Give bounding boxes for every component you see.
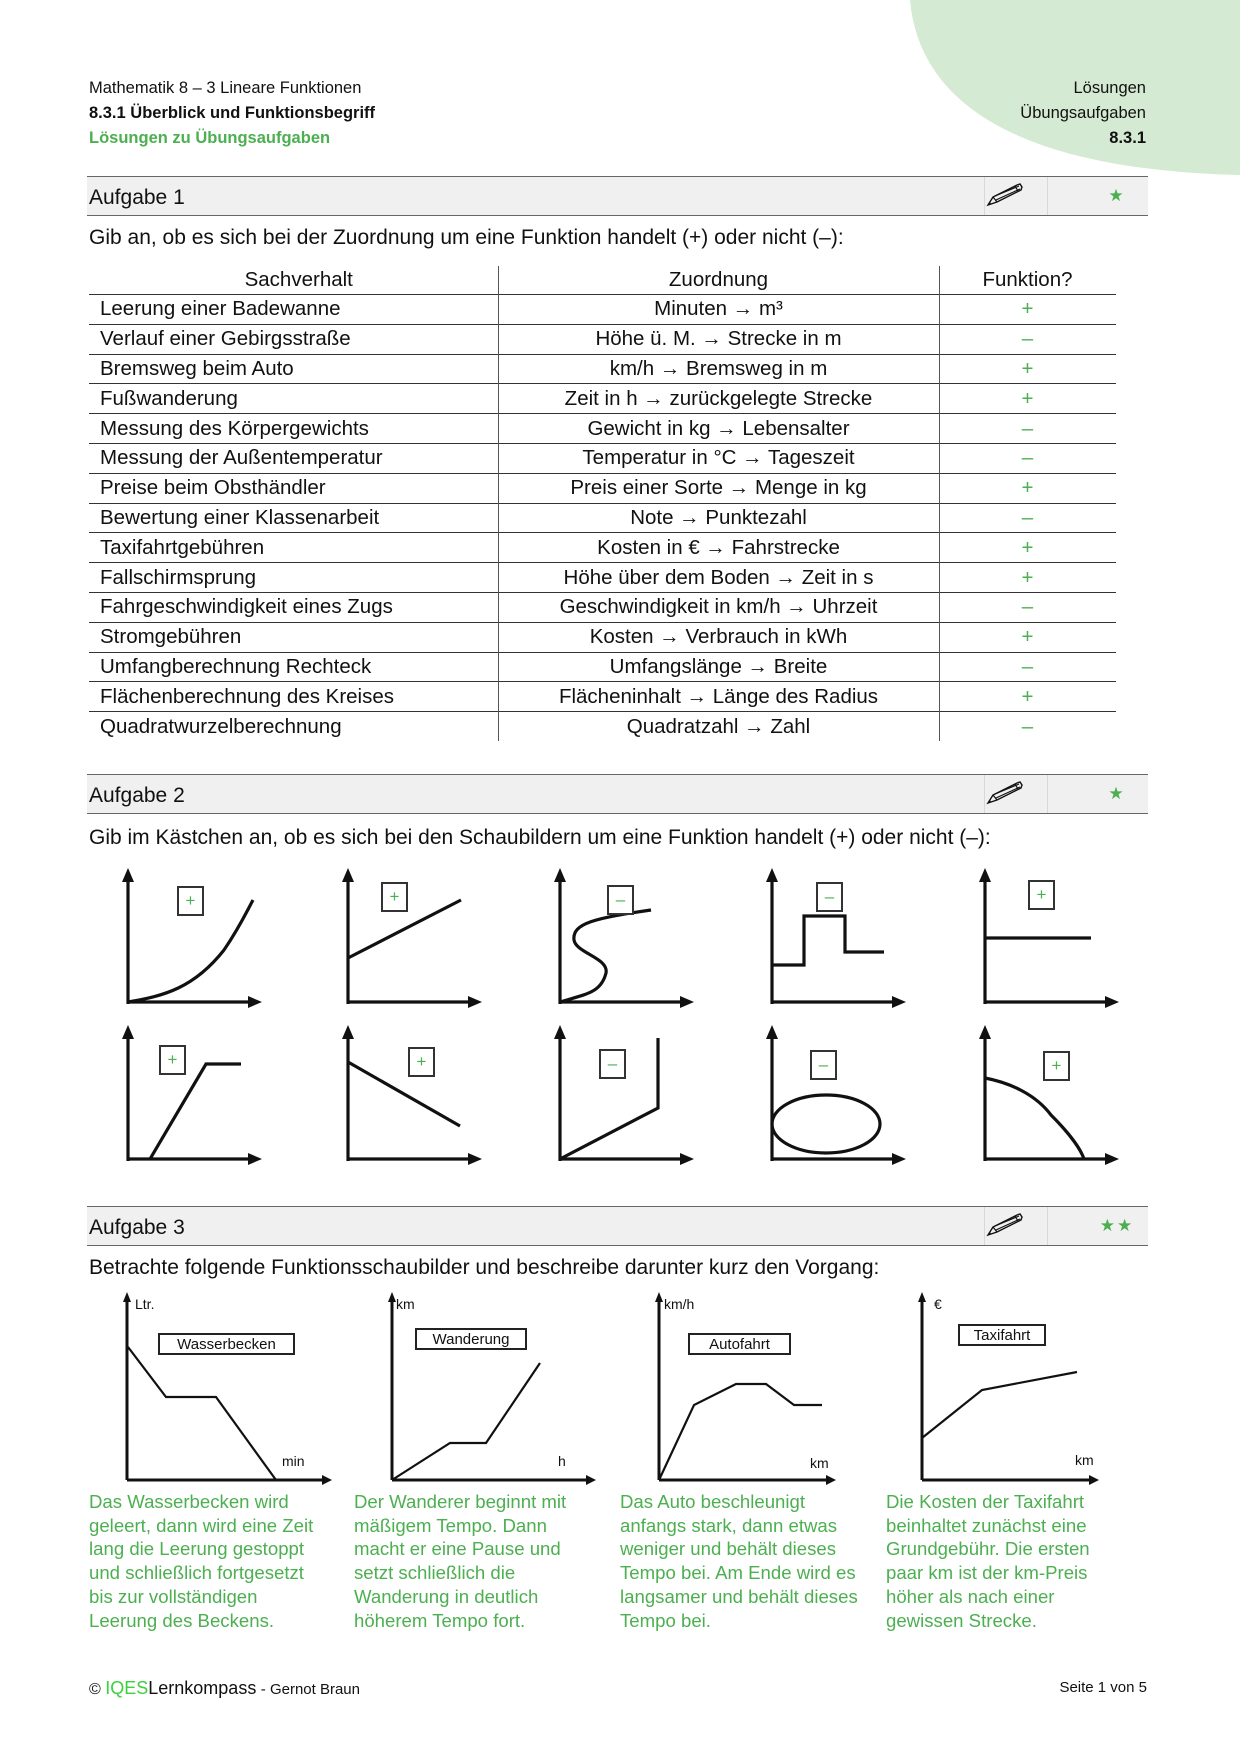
cell-sachverhalt: Messung der Außentemperatur bbox=[89, 443, 498, 473]
table-row bbox=[89, 622, 1116, 652]
header-meta bbox=[1020, 76, 1146, 151]
table-row bbox=[89, 384, 1116, 414]
subject-line: Mathematik 8 – 3 Lineare Funktionen bbox=[89, 79, 362, 97]
table-row bbox=[89, 324, 1116, 354]
header-right-line1: Lösungen bbox=[1073, 79, 1146, 97]
table-row bbox=[89, 443, 1116, 473]
table-row bbox=[89, 652, 1116, 682]
answer-box[interactable]: – bbox=[816, 882, 843, 912]
task1-header bbox=[87, 176, 1148, 216]
cell-funktion: + bbox=[939, 533, 1116, 563]
col-header-zuordnung: Zuordnung bbox=[498, 266, 939, 295]
cell-sachverhalt: Fallschirmsprung bbox=[89, 563, 498, 593]
cell-funktion: – bbox=[939, 592, 1116, 622]
graph-title: Taxifahrt bbox=[958, 1324, 1046, 1346]
description-taxifahrt: Die Kosten der Taxifahrt beinhaltet zunächst eine Grundgebühr. Die ersten paar km ist der km-Preis höher als nach einer gewissen Strecke. bbox=[886, 1491, 1090, 1631]
cell-zuordnung: Temperatur in °C → Tageszeit bbox=[498, 443, 939, 473]
task2-header bbox=[87, 774, 1148, 814]
cell-sachverhalt: Quadratwurzelberechnung bbox=[89, 712, 498, 741]
cell-sachverhalt: Umfangberechnung Rechteck bbox=[89, 652, 498, 682]
task1-instruction: Gib an, ob es sich bei der Zuordnung um eine Funktion handelt (+) oder nicht (–): bbox=[89, 226, 844, 249]
cell-sachverhalt: Messung des Körpergewichts bbox=[89, 414, 498, 444]
task2-title: Aufgabe 2 bbox=[89, 784, 185, 807]
cell-zuordnung: Preis einer Sorte → Menge in kg bbox=[498, 473, 939, 503]
table-row bbox=[89, 503, 1116, 533]
col-header-funktion: Funktion? bbox=[939, 266, 1116, 295]
graph-title: Autofahrt bbox=[688, 1333, 791, 1355]
answer-box[interactable]: – bbox=[607, 885, 634, 915]
cell-funktion: + bbox=[939, 563, 1116, 593]
cell-sachverhalt: Fußwanderung bbox=[89, 384, 498, 414]
footer bbox=[89, 1678, 360, 1699]
cell-funktion: + bbox=[939, 295, 1116, 325]
graph-autofahrt bbox=[642, 1290, 882, 1490]
table-row bbox=[89, 563, 1116, 593]
answer-box[interactable]: + bbox=[408, 1047, 435, 1077]
answer-box[interactable]: – bbox=[810, 1050, 837, 1080]
cell-funktion: – bbox=[939, 324, 1116, 354]
pencil-icon bbox=[985, 780, 1025, 806]
header-right-line3: 8.3.1 bbox=[1109, 129, 1146, 147]
brand-lernkompass: Lernkompass bbox=[148, 1678, 257, 1698]
cell-sachverhalt: Flächenberechnung des Kreises bbox=[89, 682, 498, 712]
cell-sachverhalt: Preise beim Obsthändler bbox=[89, 473, 498, 503]
x-axis-label: km bbox=[1075, 1452, 1094, 1468]
graph-title: Wanderung bbox=[415, 1328, 527, 1350]
graph-title: Wasserbecken bbox=[158, 1333, 295, 1355]
x-axis-label: h bbox=[558, 1453, 566, 1469]
y-axis-label: km/h bbox=[664, 1296, 695, 1312]
cell-sachverhalt: Leerung einer Badewanne bbox=[89, 295, 498, 325]
pencil-icon bbox=[985, 1212, 1025, 1238]
table-row bbox=[89, 354, 1116, 384]
cell-sachverhalt: Fahrgeschwindigkeit eines Zugs bbox=[89, 592, 498, 622]
cell-funktion: – bbox=[939, 443, 1116, 473]
cell-zuordnung: Geschwindigkeit in km/h → Uhrzeit bbox=[498, 592, 939, 622]
cell-funktion: + bbox=[939, 354, 1116, 384]
task3-header bbox=[87, 1206, 1148, 1246]
schaubild-rising-line bbox=[338, 868, 488, 1013]
schaubild-quarter-circle bbox=[975, 1025, 1125, 1170]
function-table bbox=[89, 266, 1116, 741]
answer-box[interactable]: + bbox=[177, 886, 204, 916]
answer-box[interactable]: + bbox=[1028, 880, 1055, 910]
task3-title: Aufgabe 3 bbox=[89, 1216, 185, 1239]
cell-zuordnung: Kosten → Verbrauch in kWh bbox=[498, 622, 939, 652]
answer-box[interactable]: + bbox=[381, 882, 408, 912]
difficulty-stars: ★ bbox=[1108, 186, 1126, 205]
cell-sachverhalt: Taxifahrtgebühren bbox=[89, 533, 498, 563]
y-axis-label: km bbox=[396, 1296, 415, 1312]
graph-taxifahrt bbox=[905, 1290, 1145, 1490]
x-axis-label: min bbox=[282, 1453, 305, 1469]
page-subtitle: Lösungen zu Übungsaufgaben bbox=[89, 129, 331, 147]
table-row bbox=[89, 473, 1116, 503]
y-axis-label: Ltr. bbox=[135, 1296, 155, 1312]
table-row bbox=[89, 533, 1116, 563]
page-header bbox=[89, 76, 375, 151]
x-axis-label: km bbox=[810, 1455, 829, 1471]
cell-zuordnung: Minuten → m³ bbox=[498, 295, 939, 325]
table-row bbox=[89, 414, 1116, 444]
description-wanderung: Der Wanderer beginnt mit mäßigem Tempo. Dann macht er eine Pause und setzt schließlich die Wanderung in deutlich höherem Tempo fort. bbox=[354, 1491, 567, 1631]
y-axis-label: € bbox=[934, 1296, 942, 1312]
task2-instruction: Gib im Kästchen an, ob es sich bei den Schaubildern um eine Funktion handelt (+) oder nicht (–): bbox=[89, 826, 991, 849]
task1-title: Aufgabe 1 bbox=[89, 186, 185, 209]
cell-zuordnung: Note → Punktezahl bbox=[498, 503, 939, 533]
schaubild-line-then-vertical bbox=[550, 1025, 700, 1170]
answer-box[interactable]: + bbox=[159, 1045, 186, 1075]
cell-zuordnung: Umfangslänge → Breite bbox=[498, 652, 939, 682]
answer-box[interactable]: – bbox=[599, 1049, 626, 1079]
cell-sachverhalt: Bremsweg beim Auto bbox=[89, 354, 498, 384]
pencil-icon bbox=[985, 182, 1025, 208]
cell-zuordnung: Kosten in € → Fahrstrecke bbox=[498, 533, 939, 563]
cell-funktion: + bbox=[939, 622, 1116, 652]
table-row bbox=[89, 295, 1116, 325]
cell-zuordnung: Quadratzahl → Zahl bbox=[498, 712, 939, 741]
cell-zuordnung: Höhe über dem Boden → Zeit in s bbox=[498, 563, 939, 593]
copyright-symbol: © bbox=[89, 1681, 101, 1698]
header-right-line2: Übungsaufgaben bbox=[1020, 104, 1146, 122]
cell-sachverhalt: Stromgebühren bbox=[89, 622, 498, 652]
graph-wanderung bbox=[375, 1290, 615, 1490]
chapter-title: 8.3.1 Überblick und Funktionsbegriff bbox=[89, 104, 376, 122]
cell-funktion: – bbox=[939, 652, 1116, 682]
table-row bbox=[89, 682, 1116, 712]
cell-zuordnung: km/h → Bremsweg in m bbox=[498, 354, 939, 384]
difficulty-stars: ★ bbox=[1108, 784, 1126, 803]
description-wasserbecken: Das Wasserbecken wird geleert, dann wird eine Zeit lang die Leerung gestoppt und schließlich fortgesetzt bis zur vollständigen Leerung des Beckens. bbox=[89, 1491, 314, 1631]
col-header-sachverhalt: Sachverhalt bbox=[244, 268, 353, 291]
table-row bbox=[89, 592, 1116, 622]
cell-funktion: – bbox=[939, 503, 1116, 533]
cell-funktion: + bbox=[939, 384, 1116, 414]
page-number: Seite 1 von 5 bbox=[1059, 1679, 1147, 1696]
brand-iqes: IQES bbox=[105, 1678, 149, 1698]
answer-box[interactable]: + bbox=[1043, 1051, 1070, 1081]
task3-instruction: Betrachte folgende Funktionsschaubilder und beschreibe darunter kurz den Vorgang: bbox=[89, 1256, 880, 1279]
cell-funktion: + bbox=[939, 682, 1116, 712]
cell-zuordnung: Gewicht in kg → Lebensalter bbox=[498, 414, 939, 444]
cell-funktion: – bbox=[939, 414, 1116, 444]
graph-wasserbecken bbox=[110, 1290, 350, 1490]
table-row bbox=[89, 712, 1116, 741]
cell-zuordnung: Zeit in h → zurückgelegte Strecke bbox=[498, 384, 939, 414]
schaubild-ellipse bbox=[762, 1025, 912, 1170]
cell-sachverhalt: Bewertung einer Klassenarbeit bbox=[89, 503, 498, 533]
cell-zuordnung: Höhe ü. M. → Strecke in m bbox=[498, 324, 939, 354]
difficulty-stars: ★★ bbox=[1099, 1216, 1135, 1235]
author: - Gernot Braun bbox=[260, 1681, 360, 1698]
cell-sachverhalt: Verlauf einer Gebirgsstraße bbox=[89, 324, 498, 354]
schaubild-ramp-then-flat bbox=[118, 1025, 268, 1170]
cell-funktion: – bbox=[939, 712, 1116, 741]
cell-funktion: + bbox=[939, 473, 1116, 503]
description-autofahrt: Das Auto beschleunigt anfangs stark, dann etwas weniger und behält dieses Tempo bei. Am Ende wird es langsamer und behält dieses Tempo bei. bbox=[620, 1491, 858, 1631]
cell-zuordnung: Flächeninhalt → Länge des Radius bbox=[498, 682, 939, 712]
